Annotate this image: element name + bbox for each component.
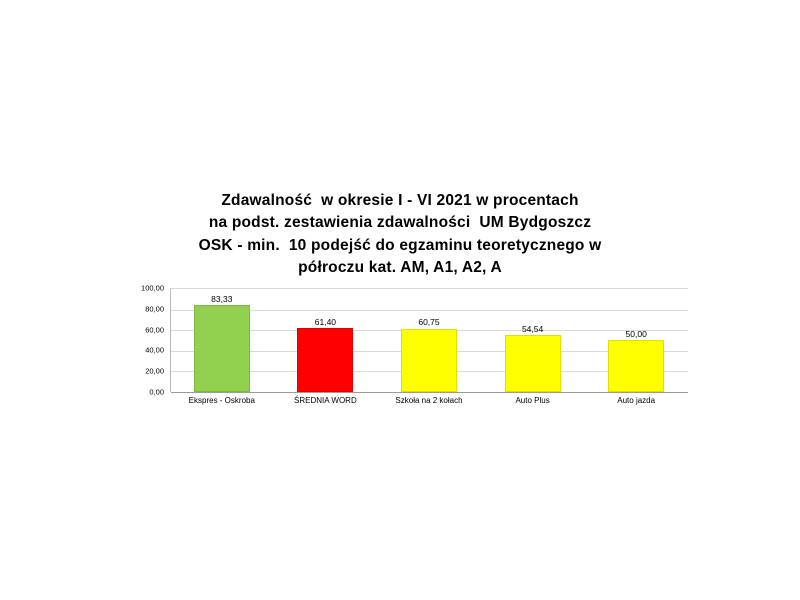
chart-title-line-4: półroczu kat. AM, A1, A2, A bbox=[298, 259, 502, 277]
y-tick-label: 100,00 bbox=[141, 283, 164, 293]
bar bbox=[505, 335, 561, 392]
y-tick-label: 80,00 bbox=[145, 304, 164, 314]
bar-slot bbox=[274, 288, 378, 392]
bar-value-label: 61,40 bbox=[314, 316, 337, 327]
chart-plot-area bbox=[128, 283, 688, 397]
y-axis bbox=[128, 283, 166, 397]
bar-slot bbox=[481, 288, 585, 392]
y-tick-label: 0,00 bbox=[149, 387, 164, 397]
bar bbox=[608, 340, 664, 392]
chart-title-line-2: na podst. zestawienia zdawalności UM Bydgoszcz bbox=[208, 214, 592, 232]
chart-title-line-1: Zdawalność w okresie I - VI 2021 w procentach bbox=[221, 192, 579, 209]
bar-slot bbox=[584, 288, 688, 392]
x-category-label: ŚREDNIA WORD bbox=[294, 396, 357, 405]
bar-value-label: 54,54 bbox=[521, 323, 544, 334]
bar-slot bbox=[377, 288, 481, 392]
bar-series bbox=[170, 288, 688, 392]
x-axis-categories bbox=[170, 396, 688, 405]
y-tick-label: 20,00 bbox=[145, 366, 164, 376]
bar bbox=[194, 305, 250, 392]
x-category-label: Ekspres - Oskroba bbox=[188, 396, 255, 405]
bar bbox=[401, 329, 457, 392]
chart-title bbox=[120, 190, 680, 280]
axis-baseline bbox=[171, 392, 688, 393]
y-tick-label: 60,00 bbox=[145, 324, 164, 334]
bar-value-label: 83,33 bbox=[211, 293, 233, 304]
x-category-label: Auto jazda bbox=[617, 396, 656, 405]
x-category-label: Szkoła na 2 kołach bbox=[395, 396, 463, 405]
y-tick-label: 40,00 bbox=[145, 345, 164, 355]
bar-slot bbox=[170, 288, 274, 392]
bar bbox=[297, 328, 353, 392]
x-category-label: Auto Plus bbox=[515, 396, 550, 405]
bar-value-label: 60,75 bbox=[418, 317, 440, 328]
bar-value-label: 50,00 bbox=[625, 328, 647, 339]
chart-title-line-3: OSK - min. 10 podejść do egzaminu teoretycznego w bbox=[198, 236, 602, 254]
